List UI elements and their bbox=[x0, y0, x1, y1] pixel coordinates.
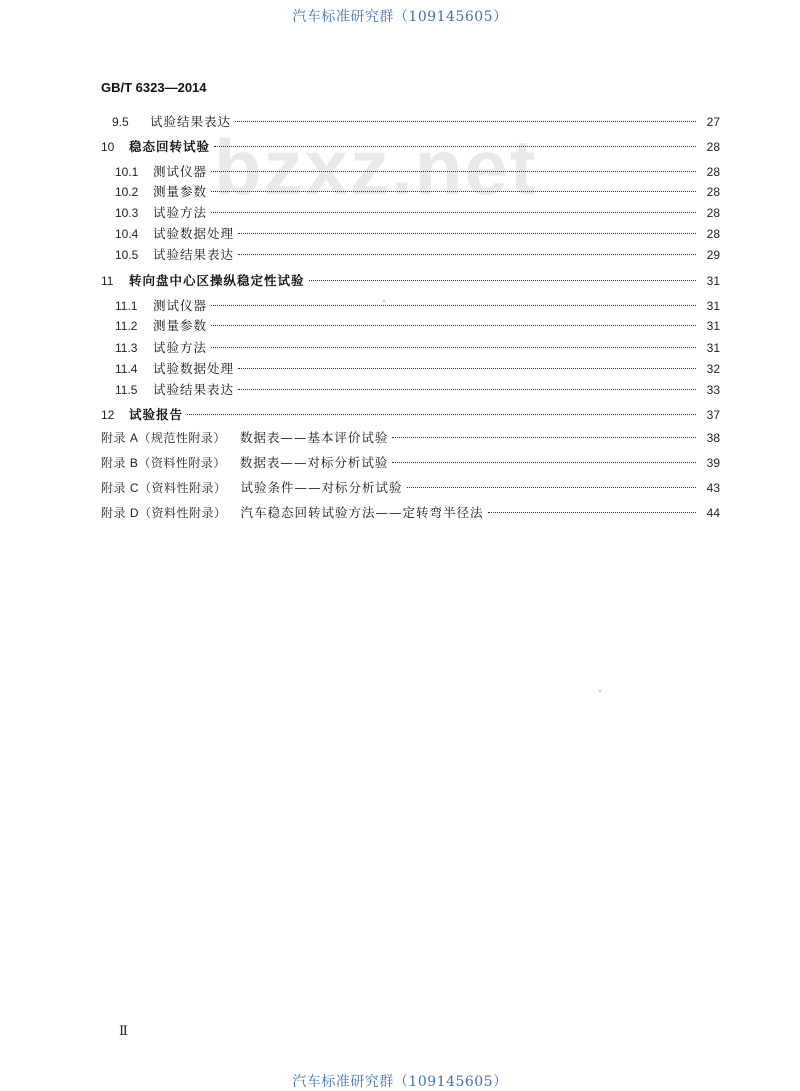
toc-entry-title: 数据表——基本评价试验 bbox=[239, 430, 389, 445]
toc-entry-number: 10.4 bbox=[115, 227, 139, 241]
toc-entry bbox=[115, 184, 720, 200]
toc-dot-leader bbox=[238, 233, 696, 234]
toc-dot-leader bbox=[309, 280, 696, 281]
toc-entry-title: 稳态回转试验 bbox=[129, 139, 211, 154]
toc-dot-leader bbox=[392, 462, 696, 463]
toc-dot-leader bbox=[211, 171, 696, 172]
toc-entry-page: 39 bbox=[706, 456, 720, 470]
toc-entry-page: 28 bbox=[706, 140, 720, 154]
toc-entry-title: 汽车稳态回转试验方法——定转弯半径法 bbox=[240, 505, 484, 520]
toc-entry-page: 37 bbox=[706, 408, 720, 422]
toc-entry-page: 28 bbox=[706, 206, 720, 220]
toc-entry-number: 附录 D（资料性附录） bbox=[101, 506, 227, 520]
toc-entry bbox=[101, 139, 720, 155]
toc-entry bbox=[115, 205, 720, 221]
toc-entry-title: 试验条件——对标分析试验 bbox=[240, 480, 403, 495]
site-watermark: bzxz.net bbox=[214, 123, 538, 211]
toc-entry bbox=[115, 340, 720, 356]
toc-entry-page: 28 bbox=[706, 227, 720, 241]
toc-entry-number: 11.3 bbox=[115, 341, 138, 355]
toc-dot-leader bbox=[407, 487, 696, 488]
toc-entry-page: 31 bbox=[706, 274, 720, 288]
top-banner: 汽车标准研究群（109145605） bbox=[292, 9, 508, 25]
toc-entry-title: 试验结果表达 bbox=[150, 114, 232, 129]
toc-entry bbox=[112, 114, 720, 130]
toc-entry bbox=[101, 273, 720, 289]
toc-entry bbox=[115, 298, 720, 314]
toc-entry-page: 28 bbox=[706, 165, 720, 179]
toc-entry-page: 31 bbox=[706, 319, 720, 333]
toc-entry-page: 31 bbox=[706, 299, 720, 313]
toc-entry bbox=[101, 455, 720, 471]
toc-entry-page: 43 bbox=[706, 481, 720, 495]
toc-entry-page: 28 bbox=[706, 185, 720, 199]
toc-entry-number: 附录 C（资料性附录） bbox=[101, 481, 227, 495]
toc-entry-title: 转向盘中心区操纵稳定性试验 bbox=[129, 273, 305, 288]
toc-dot-leader bbox=[238, 254, 696, 255]
toc-entry-number: 11.2 bbox=[115, 319, 138, 333]
toc-entry bbox=[101, 407, 720, 423]
toc-entry bbox=[115, 361, 720, 377]
standard-code-header: GB/T 6323—2014 bbox=[101, 80, 207, 95]
toc-entry-page: 29 bbox=[706, 248, 720, 262]
toc-dot-leader bbox=[488, 512, 696, 513]
toc-entry-title: 试验方法 bbox=[153, 205, 208, 220]
page-folio: Ⅱ bbox=[119, 1024, 128, 1039]
toc-entry-title: 试验结果表达 bbox=[153, 382, 235, 397]
toc-dot-leader bbox=[214, 146, 696, 147]
toc-entry-title: 测量参数 bbox=[153, 318, 208, 333]
toc-entry-page: 27 bbox=[706, 115, 720, 129]
toc-dot-leader bbox=[238, 368, 696, 369]
toc-entry-number: 10.1 bbox=[115, 165, 139, 179]
toc-entry-number: 10 bbox=[101, 140, 115, 154]
toc-entry-title: 试验报告 bbox=[129, 407, 184, 422]
toc-entry-title: 数据表——对标分析试验 bbox=[239, 455, 389, 470]
toc-entry-number: 9.5 bbox=[112, 115, 129, 129]
toc-entry-page: 38 bbox=[706, 431, 720, 445]
toc-entry bbox=[115, 164, 720, 180]
toc-dot-leader bbox=[211, 347, 696, 348]
toc-entry-title: 测试仪器 bbox=[153, 164, 208, 179]
toc-dot-leader bbox=[211, 212, 696, 213]
toc-entry bbox=[115, 318, 720, 334]
toc-entry-title: 测量参数 bbox=[153, 184, 208, 199]
toc-dot-leader bbox=[211, 191, 696, 192]
toc-entry-title: 测试仪器 bbox=[153, 298, 208, 313]
toc-entry-page: 32 bbox=[706, 362, 720, 376]
toc-dot-leader bbox=[187, 414, 696, 415]
toc-entry-number: 10.3 bbox=[115, 206, 139, 220]
toc-entry-page: 31 bbox=[706, 341, 720, 355]
toc-entry-number: 附录 B（资料性附录） bbox=[101, 456, 226, 470]
toc-entry-number: 10.2 bbox=[115, 185, 139, 199]
bottom-banner: 汽车标准研究群（109145605） bbox=[292, 1074, 508, 1090]
toc-entry bbox=[115, 226, 720, 242]
toc-entry-title: 试验方法 bbox=[153, 340, 208, 355]
toc-entry-title: 试验数据处理 bbox=[153, 226, 235, 241]
toc-entry-title: 试验数据处理 bbox=[153, 361, 235, 376]
toc-entry bbox=[115, 382, 720, 398]
toc-entry-number: 附录 A（规范性附录） bbox=[101, 431, 226, 445]
toc-entry bbox=[101, 430, 720, 446]
toc-dot-leader bbox=[238, 389, 696, 390]
toc-dot-leader bbox=[211, 305, 696, 306]
toc-entry-number: 11.1 bbox=[115, 299, 138, 313]
toc-dot-leader bbox=[235, 121, 696, 122]
toc-entry-number: 11.5 bbox=[115, 383, 138, 397]
toc-dot-leader bbox=[211, 325, 696, 326]
toc-entry-title: 试验结果表达 bbox=[153, 247, 235, 262]
toc-entry-number: 12 bbox=[101, 408, 115, 422]
toc-entry-number: 10.5 bbox=[115, 248, 139, 262]
toc-entry bbox=[115, 247, 720, 263]
toc-entry-page: 33 bbox=[706, 383, 720, 397]
toc-entry-page: 44 bbox=[706, 506, 720, 520]
toc-entry-number: 11.4 bbox=[115, 362, 138, 376]
toc-dot-leader bbox=[392, 437, 696, 438]
toc-entry bbox=[101, 480, 720, 496]
toc-entry bbox=[101, 505, 720, 521]
toc-entry-number: 11 bbox=[101, 274, 114, 288]
